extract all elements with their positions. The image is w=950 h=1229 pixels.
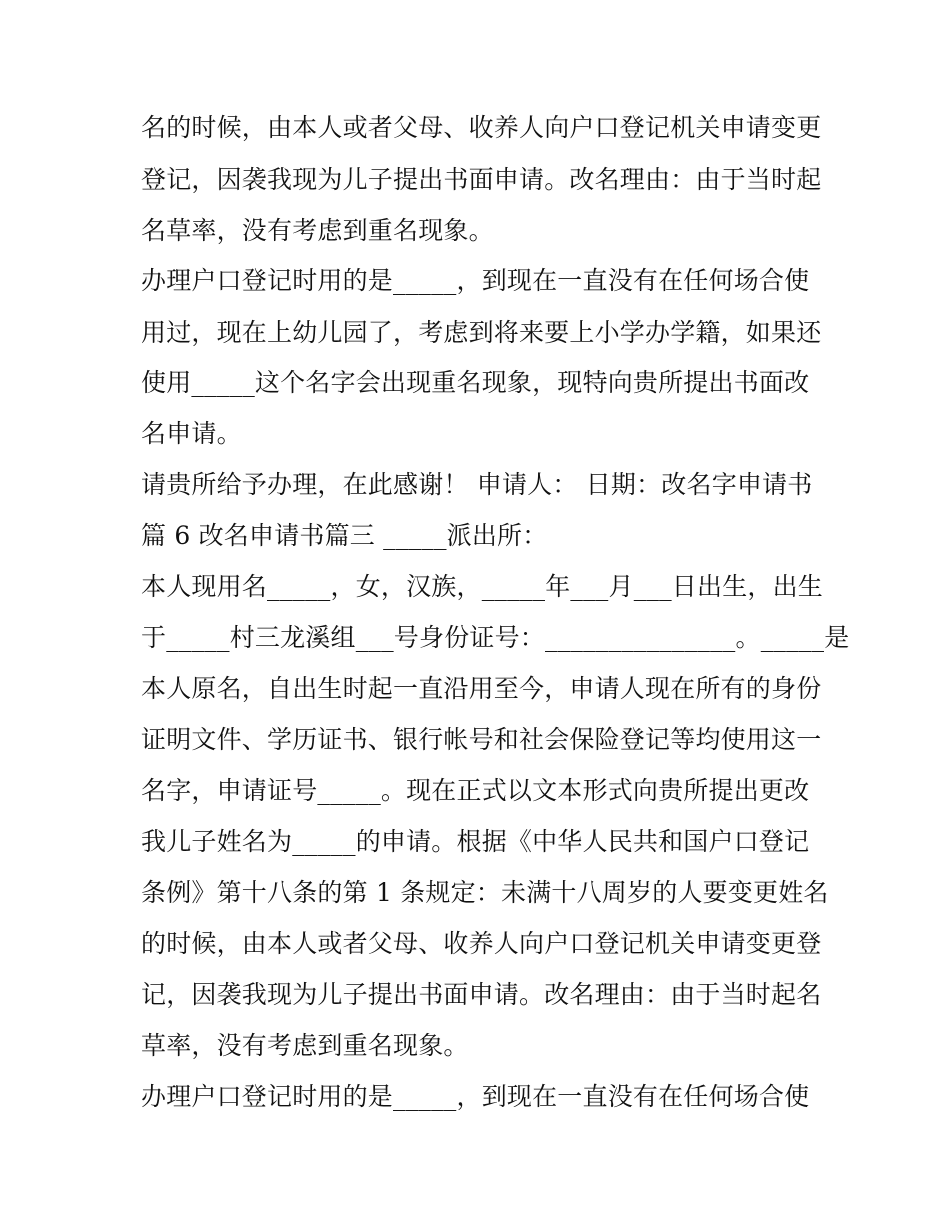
text-line: 条例》第十八条的第 1 条规定：未满十八周岁的人要变更姓名	[141, 878, 829, 907]
text-line: 用过，现在上幼儿园了，考虑到将来要上小学办学籍，如果还	[141, 318, 822, 347]
text-line: 本人现用名_____，女，汉族，_____年___月___日出生，出生	[141, 572, 824, 601]
text-line: 使用_____这个名字会出现重名现象，现特向贵所提出书面改	[141, 368, 810, 397]
text-line: 名字，申请证号_____。现在正式以文本形式向贵所提出更改	[141, 776, 810, 805]
text-line: 请贵所给予办理，在此感谢！ 申请人： 日期：改名字申请书	[141, 470, 813, 499]
text-line: 办理户口登记时用的是_____，到现在一直没有在任何场合使	[141, 1082, 810, 1111]
text-line: 名的时候，由本人或者父母、收养人向户口登记机关申请变更	[141, 113, 822, 142]
text-line: 登记，因袭我现为儿子提出书面申请。改名理由：由于当时起	[141, 165, 822, 194]
text-line: 记，因袭我现为儿子提出书面申请。改名理由：由于当时起名	[141, 980, 822, 1009]
text-line: 草率，没有考虑到重名现象。	[141, 1031, 469, 1060]
text-line: 名申请。	[141, 419, 242, 448]
text-line: 我儿子姓名为_____的申请。根据《中华人民共和国户口登记	[141, 827, 810, 856]
text-line: 于_____村三龙溪组___号身份证号：_______________。_____是	[141, 623, 850, 652]
text-line: 篇 6 改名申请书篇三 _____派出所：	[141, 521, 548, 550]
text-line: 证明文件、学历证书、银行帐号和社会保险登记等均使用这一	[141, 725, 822, 754]
text-line: 办理户口登记时用的是_____，到现在一直没有在任何场合使	[141, 266, 810, 295]
text-line: 名草率，没有考虑到重名现象。	[141, 216, 494, 245]
text-line: 的时候，由本人或者父母、收养人向户口登记机关申请变更登	[141, 929, 822, 958]
text-line: 本人原名，自出生时起一直沿用至今，申请人现在所有的身份	[141, 674, 822, 703]
